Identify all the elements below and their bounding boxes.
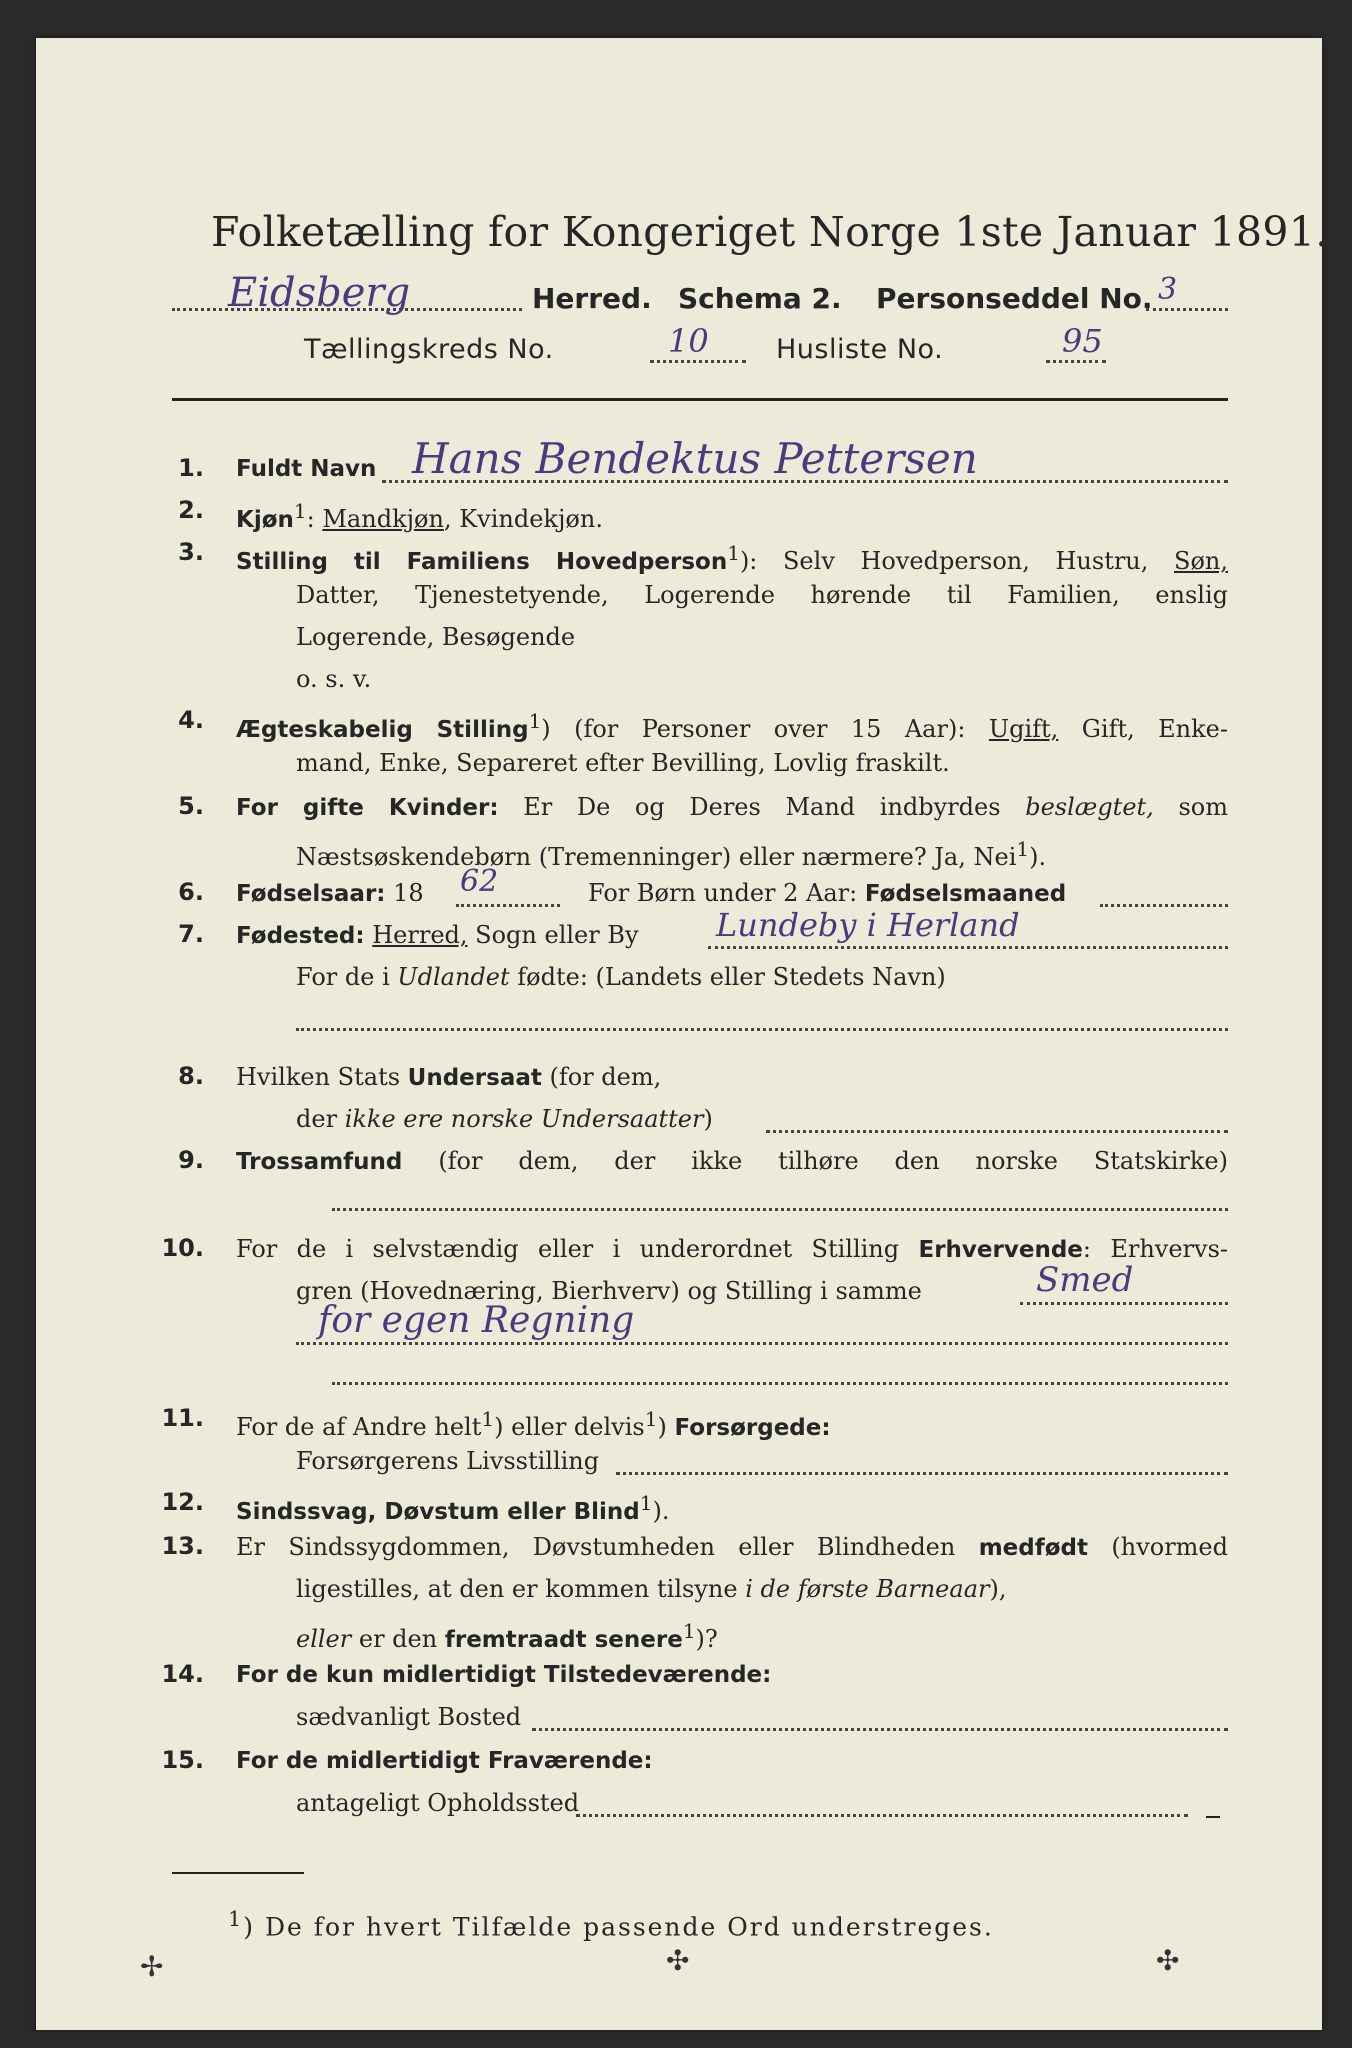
herred-value: Eidsberg	[228, 270, 411, 316]
position-options-2: Datter, Tjenestetyende, Logerende hørende til Familien, enslig	[296, 581, 1228, 609]
occupation-dotline	[1020, 1302, 1228, 1305]
item-number: 9.	[178, 1146, 204, 1174]
citizenship-b: (for dem,	[549, 1063, 662, 1091]
religion-dotline	[332, 1208, 1228, 1211]
congenital-row-3	[296, 1616, 718, 1655]
marital-note: ) (for Personer over 15 Aar):	[541, 715, 966, 743]
footnote-ref: 1	[228, 1907, 244, 1931]
birthplace-dotline	[708, 946, 1228, 949]
congenital-later-label: fremtraadt senere	[444, 1627, 683, 1653]
congenital-row-2	[296, 1574, 1006, 1604]
supported-dotline	[616, 1472, 1228, 1475]
census-form	[36, 38, 1329, 2030]
birthyear-prefix: 18	[393, 879, 424, 907]
supported-label: Forsørgede:	[674, 1415, 831, 1441]
birthyear-row	[236, 878, 424, 909]
header-rule	[172, 398, 1228, 401]
birthplace-option-herred: Herred,	[372, 921, 468, 949]
gender-option-male: Mandkjøn	[322, 505, 444, 533]
marital-label: Ægteskabelig Stilling	[236, 717, 529, 743]
temporary-absent-label: For de midlertidigt Fraværende:	[236, 1748, 653, 1774]
footnote-text: ) De for hvert Tilfælde passende Ord understreges.	[243, 1912, 994, 1942]
temporary-present-label: For de kun midlertidigt Tilstedeværende:	[236, 1662, 772, 1688]
husliste-label: Husliste No.	[776, 334, 944, 365]
religion-row	[236, 1146, 1228, 1177]
citizenship-der: der	[296, 1105, 338, 1133]
birthyear-value: 62	[460, 864, 499, 899]
marital-row-1	[236, 706, 1228, 745]
husliste-dotline	[1046, 360, 1106, 363]
position-row-1	[236, 538, 1228, 577]
herred-label: Herred.	[532, 282, 652, 315]
birthplace-options: Sogn eller By	[475, 921, 639, 949]
full-name-dotline	[382, 480, 1228, 483]
item-number: 11.	[161, 1404, 204, 1432]
kreds-value: 10	[668, 322, 709, 360]
husliste-value: 95	[1062, 322, 1103, 360]
footnote-ref: 1	[528, 709, 542, 733]
temporary-present-dotline	[532, 1728, 1228, 1731]
item-number: 2.	[178, 496, 204, 524]
citizenship-row-1	[236, 1062, 661, 1093]
item-number: 14.	[161, 1660, 204, 1688]
congenital-b: (hvormed	[1111, 1533, 1228, 1561]
birthmonth-label: Fødselsmaaned	[864, 881, 1067, 907]
birthyear-label: Fødselsaar:	[236, 881, 386, 907]
footnote-ref: 1	[1016, 837, 1030, 861]
citizenship-paren: )	[703, 1105, 713, 1133]
full-name-label: Fuldt Navn	[236, 456, 377, 482]
supported-b: ) eller delvis	[494, 1413, 645, 1441]
birthmonth-note: For Børn under 2 Aar:	[588, 879, 858, 907]
marital-row-2: mand, Enke, Separeret efter Bevilling, Lovlig fraskilt.	[296, 749, 950, 777]
occupation-dotline-2	[296, 1342, 1228, 1345]
marital-options: Gift, Enke-	[1081, 715, 1228, 743]
congenital-a: Er Sindssygdommen, Døvstumheden eller Blindheden	[236, 1533, 956, 1561]
personseddel-label: Personseddel No.	[876, 282, 1153, 315]
item-number: 6.	[178, 878, 204, 906]
supported-c: )	[657, 1413, 667, 1441]
footnote-ref: 1	[639, 1491, 653, 1515]
gender-label: Kjøn	[236, 507, 294, 533]
position-option-son: Søn,	[1174, 547, 1228, 575]
married-women-som: som	[1178, 793, 1228, 821]
married-women-end: ).	[1029, 843, 1047, 871]
married-women-question: Er De og Deres Mand indbyrdes	[523, 793, 1001, 821]
position-row-4: o. s. v.	[296, 665, 372, 693]
temporary-present-row-2: sædvanligt Bosted	[296, 1703, 522, 1731]
citizenship-a: Hvilken Stats	[236, 1063, 401, 1091]
item-number: 7.	[178, 920, 204, 948]
citizenship-it: ikke ere norske Undersaatter	[344, 1105, 704, 1133]
item-number: 3.	[178, 538, 204, 566]
personseddel-value: 3	[1158, 272, 1178, 307]
occupation-dotline-3	[332, 1382, 1228, 1385]
married-women-row-1	[236, 792, 1228, 823]
religion-label: Trossamfund	[236, 1149, 403, 1175]
congenital-label: medfødt	[978, 1535, 1089, 1561]
corner-mark-icon: ✣	[666, 1944, 690, 1977]
occupation-label: Erhvervende	[918, 1237, 1083, 1263]
birthplace-abroad-b: fødte: (Landets eller Stedets Navn)	[517, 963, 946, 991]
married-women-question-2: Næstsøskendebørn (Tremenninger) eller nærmere? Ja, Nei	[296, 843, 1017, 871]
birthplace-abroad-a: For de i	[296, 963, 390, 991]
occupation-a: For de i selvstændig eller i underordnet Stilling	[236, 1235, 900, 1263]
position-label: Stilling til Familiens Hovedperson	[236, 549, 728, 575]
kreds-dotline	[650, 360, 746, 363]
kreds-label: Tællingskreds No.	[304, 334, 554, 365]
occupation-b: : Erhvervs-	[1082, 1235, 1228, 1263]
full-name-value: Hans Bendektus Pettersen	[412, 434, 978, 483]
position-row-3: Logerende, Besøgende	[296, 623, 576, 651]
temporary-absent-row-2: antageligt Opholdssted	[296, 1789, 580, 1817]
supported-a: For de af Andre helt	[236, 1413, 482, 1441]
gender-colon: :	[306, 505, 315, 533]
item-number: 5.	[178, 792, 204, 820]
footnote-ref: 1	[293, 499, 307, 523]
supported-row-2: Forsørgerens Livsstilling	[296, 1447, 600, 1475]
footnote	[228, 1904, 994, 1942]
corner-mark-icon: ✣	[1156, 1944, 1180, 1977]
corner-mark-icon: ✢	[140, 1950, 164, 1983]
item-number: 1.	[178, 454, 204, 482]
citizenship-label: Undersaat	[407, 1065, 542, 1091]
herred-dotline	[172, 308, 522, 311]
gender-option-female: Kvindekjøn.	[459, 505, 603, 533]
birthyear-dotline	[456, 904, 560, 907]
supported-row-1	[236, 1404, 831, 1443]
religion-note: (for dem, der ikke tilhøre den norske Statskirke)	[438, 1147, 1228, 1175]
birthmonth-dotline	[1100, 904, 1228, 907]
occupation-value-2: for egen Regning	[318, 1300, 635, 1341]
occupation-value: Smed	[1036, 1260, 1134, 1300]
item-number: 13.	[161, 1532, 204, 1560]
position-row-2	[296, 580, 1228, 610]
gender-row	[236, 496, 603, 535]
item-number: 8.	[178, 1062, 204, 1090]
birthplace-row	[236, 920, 639, 951]
birthplace-abroad-row	[296, 962, 946, 992]
married-women-label: For gifte Kvinder:	[236, 795, 499, 821]
birthplace-abroad-it: Udlandet	[397, 963, 510, 991]
item-number: 15.	[161, 1746, 204, 1774]
congenital-d: ),	[989, 1575, 1007, 1603]
item-number: 12.	[161, 1488, 204, 1516]
disability-row	[236, 1488, 670, 1527]
congenital-eller: eller	[296, 1625, 352, 1653]
footnote-rule	[172, 1872, 304, 1874]
gender-separator: ,	[443, 505, 452, 533]
birthplace-label: Fødested:	[236, 923, 365, 949]
footnote-ref: 1	[481, 1407, 495, 1431]
birthplace-abroad-dotline	[296, 1028, 1228, 1031]
disability-end: ).	[652, 1497, 670, 1525]
position-options: ): Selv Hovedperson, Hustru,	[739, 547, 1149, 575]
birthplace-value: Lundeby i Herland	[716, 906, 1020, 944]
citizenship-row-2	[296, 1104, 713, 1134]
citizenship-dotline	[766, 1130, 1228, 1133]
congenital-c: ligestilles, at den er kommen tilsyne	[296, 1575, 738, 1603]
birthmonth-row	[588, 878, 1066, 909]
temporary-absent-end-mark	[1206, 1816, 1220, 1818]
personseddel-dotline	[1146, 308, 1228, 311]
item-number: 4.	[178, 706, 204, 734]
temporary-absent-dotline	[576, 1814, 1188, 1817]
congenital-f: )?	[695, 1625, 718, 1653]
footnote-ref: 1	[644, 1407, 658, 1431]
congenital-it: i de første Barneaar	[745, 1575, 990, 1603]
congenital-row-1	[236, 1532, 1228, 1563]
form-title: Folketælling for Kongeriget Norge 1ste Januar 1891.	[211, 208, 1329, 256]
schema-label: Schema 2.	[678, 282, 842, 315]
married-women-related: beslægtet,	[1025, 793, 1154, 821]
disability-label: Sindssvag, Døvstum eller Blind	[236, 1499, 640, 1525]
marital-option-unmarried: Ugift,	[988, 715, 1059, 743]
married-women-row-2	[296, 834, 1046, 872]
congenital-e: er den	[358, 1625, 438, 1653]
footnote-ref: 1	[682, 1619, 696, 1643]
footnote-ref: 1	[727, 541, 740, 565]
occupation-row-2: gren (Hovednæring, Bierhverv) og Stilling i samme	[296, 1277, 922, 1305]
item-number: 10.	[161, 1234, 204, 1262]
